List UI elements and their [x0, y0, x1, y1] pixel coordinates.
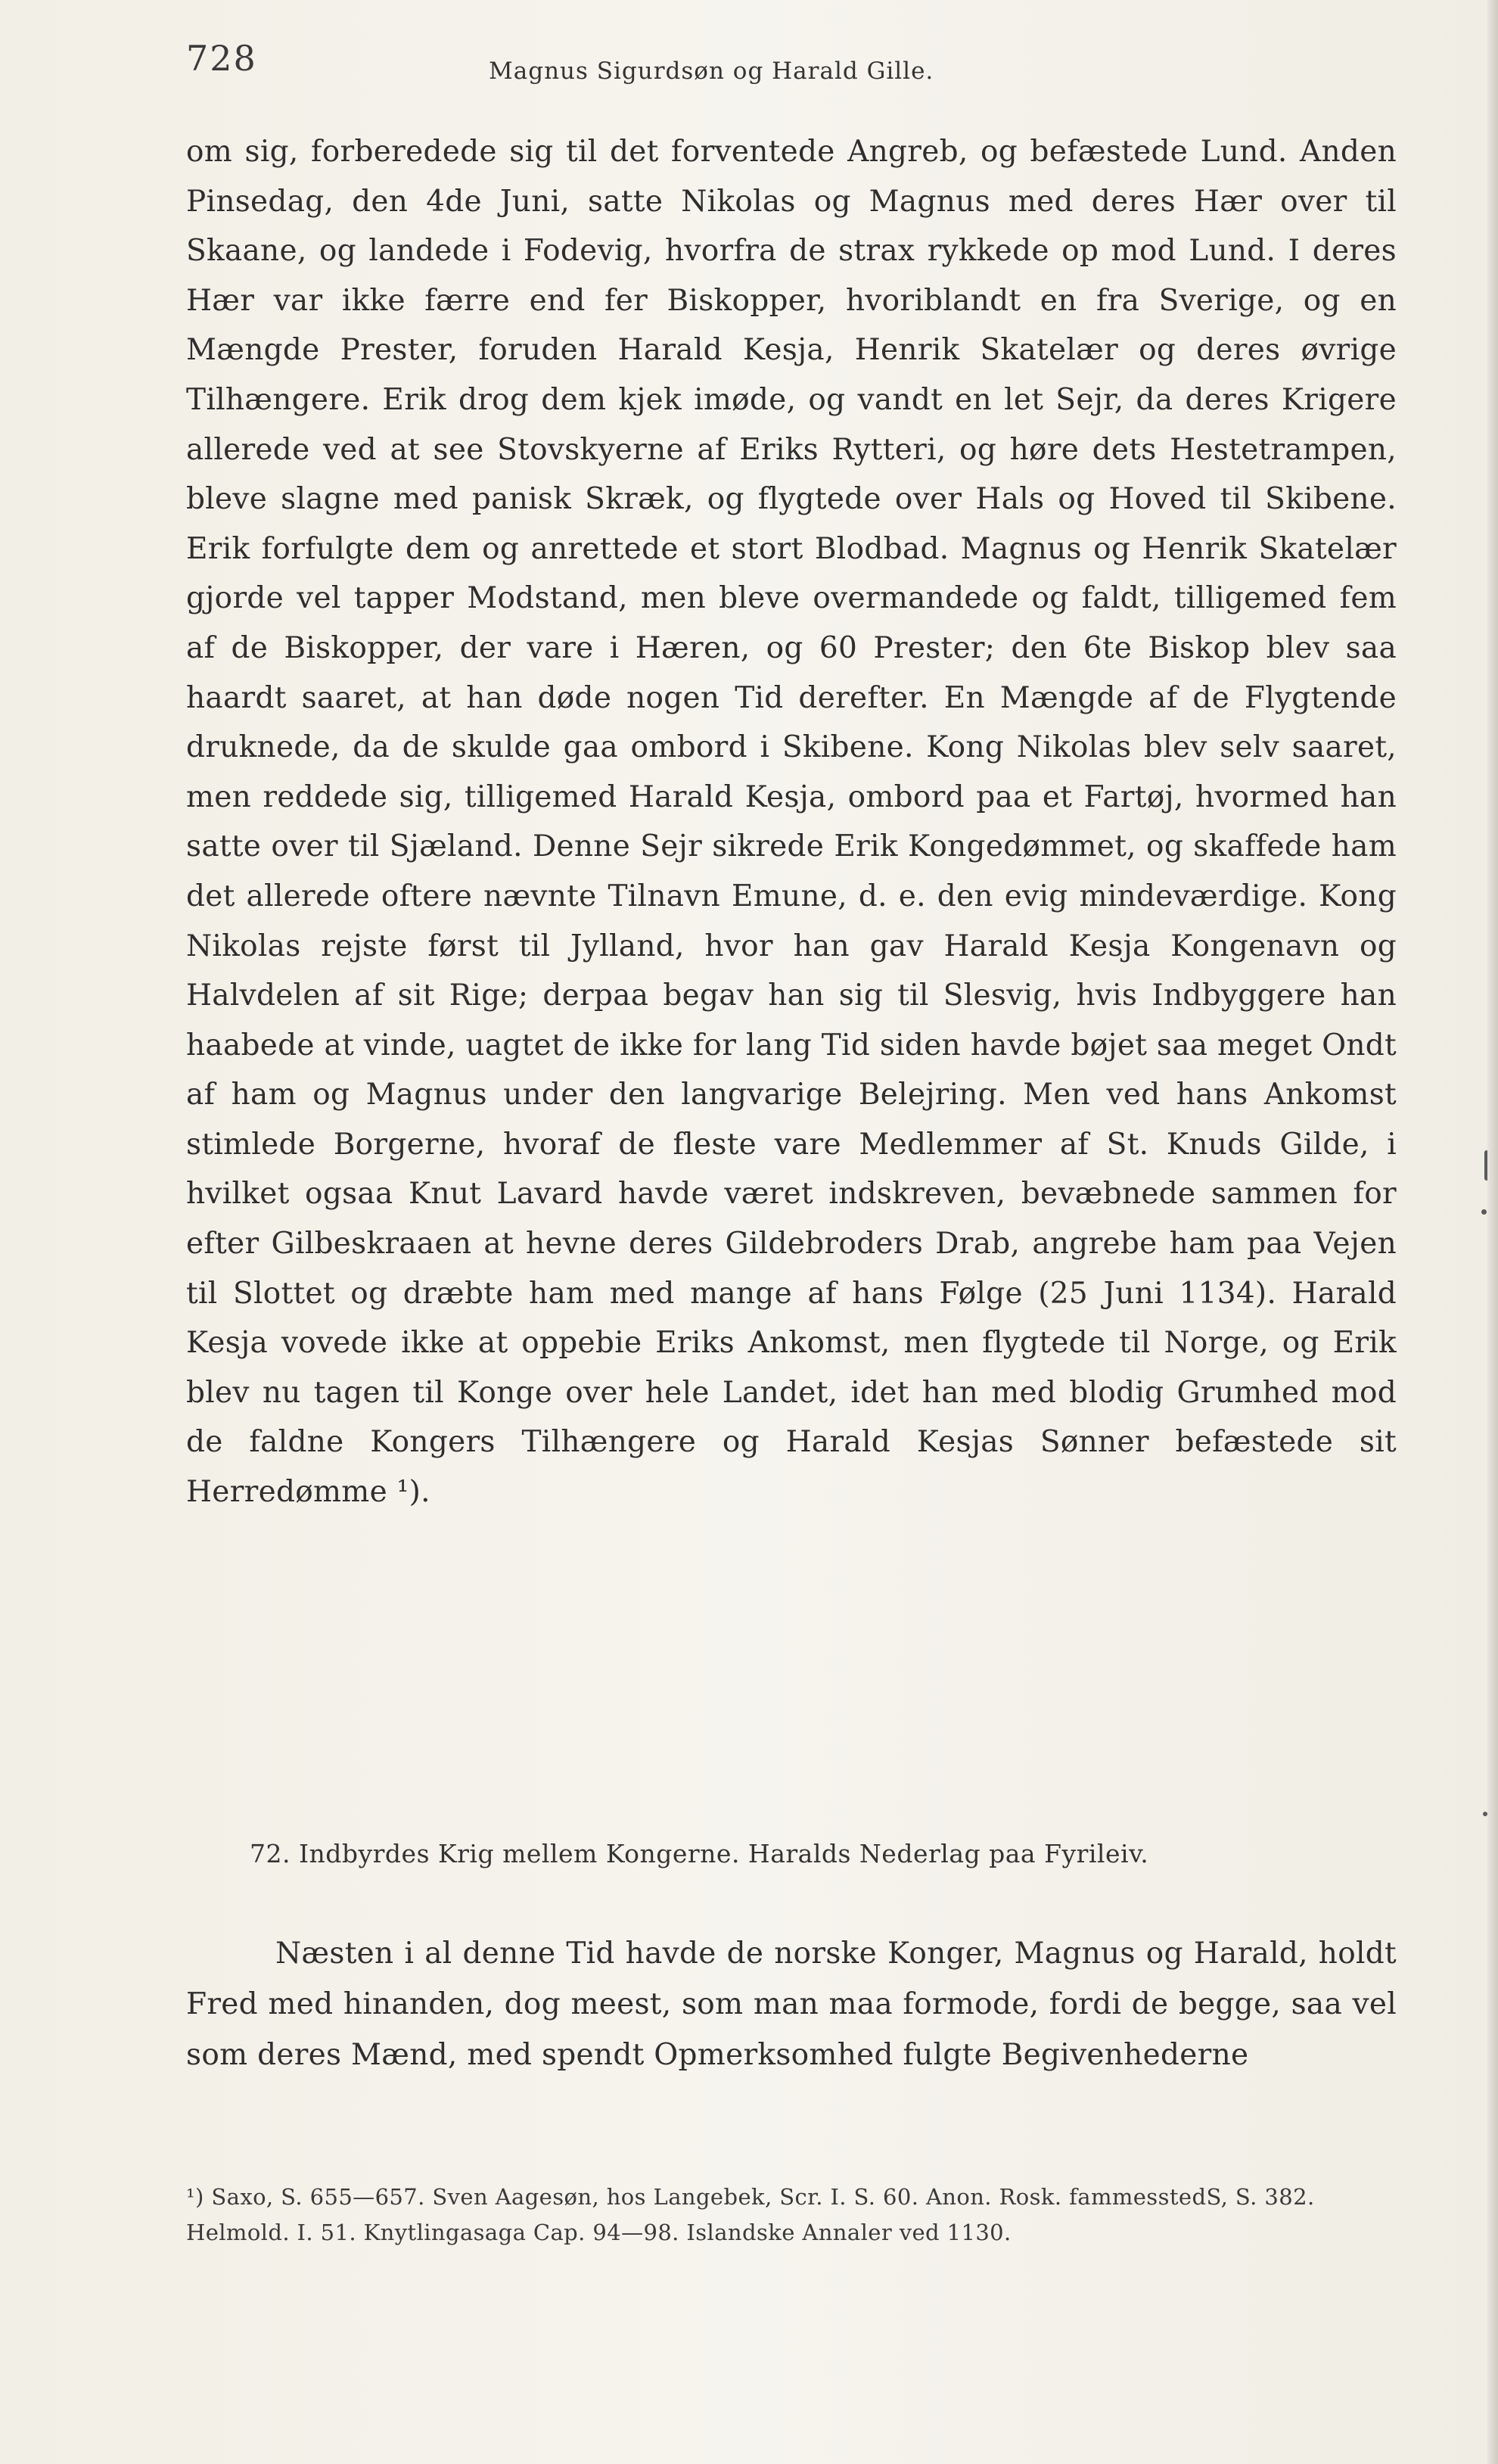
page-header — [186, 32, 1397, 100]
page-edge — [1487, 0, 1498, 2464]
footnote: ¹) Saxo, S. 655—657. Sven Aagesøn, hos Langebek, Scr. I. S. 60. Anon. Rosk. fammesstedS, S. 382. Helmold. I. 51. Knytlingasaga Cap. 94—98. Islandske Annaler ved 1130. — [186, 2184, 1315, 2245]
main-paragraph — [186, 127, 1397, 1517]
speck — [1481, 1209, 1487, 1215]
running-head: Magnus Sigurdsøn og Harald Gille. — [489, 58, 934, 85]
section-paragraph: Næsten i al denne Tid havde de norske Konger, Magnus og Harald, holdt Fred med hinanden, dog meest, som man maa formode, fordi de begge, saa vel som deres Mænd, med spendt Opmerksomhed fulgte Begivenhederne — [186, 1937, 1397, 2072]
page-number: 728 — [186, 38, 257, 79]
paragraph-text: om sig, forberedede sig til det forventede Angreb, og befæstede Lund. Anden Pinsedag, den 4de Juni, satte Nikolas og Magnus med deres Hær over til Skaane, og landede i Fodevig, hvorfra de strax rykkede op mod Lund. I deres Hær var ikke færre end fer Biskopper, hvoriblandt en fra Sverige, og en Mængde Prester, foruden Harald Kesja, Henrik Skatelær og deres øvrige Tilhængere. Erik drog dem kjek imøde, og vandt en let Sejr, da deres Krigere allerede ved at see Stovskyerne af Eriks Rytteri, og høre dets Hestetrampen, bleve slagne med panisk Skræk, og flygtede over Hals og Hoved til Skibene. Erik forfulgte dem og anrettede et stort Blodbad. Magnus og Henrik Skatelær gjorde vel tapper Modstand, men bleve overmandede og faldt, tilligemed fem af de Biskopper, der vare i Hæren, og 60 Prester; den 6te Biskop blev saa haardt saaret, at han døde nogen Tid derefter. En Mængde af de Flygtende druknede, da de skulde gaa ombord i Skibene. Kong Nikolas blev selv saaret, men reddede sig, tilligemed Harald Kesja, ombord paa et Fartøj, hvormed han satte over til Sjæland. Denne Sejr sikrede Erik Kongedømmet, og skaffede ham det allerede oftere nævnte Tilnavn Emune, d. e. den evig mindeværdige. Kong Nikolas rejste først til Jylland, hvor han gav Harald Kesja Kongenavn og Halvdelen af sit Rige; derpaa begav han sig til Slesvig, hvis Indbyggere han haabede at vinde, uagtet de ikke for lang Tid siden havde bøjet saa meget Ondt af ham og Magnus under den langvarige Belejring. Men ved hans Ankomst stimlede Borgerne, hvoraf de fleste vare Medlemmer af St. Knuds Gilde, i hvilket ogsaa Knut Lavard havde været indskreven, bevæbnede sammen for efter Gilbeskraaen at hevne deres Gildebroders Drab, angrebe ham paa Vejen til Slottet og dræbte ham med mange af hans Følge (25 Juni 1134). Harald Kesja vovede ikke at oppebie Eriks Ankomst, men flygtede til Norge, og Erik blev nu tagen til Konge over hele Landet, idet han med blodig Grumhed mod de faldne Kongers Tilhængere og Harald Kesjas Sønner befæstede sit Herredømme ¹). — [186, 135, 1397, 1510]
section-heading: 72. Indbyrdes Krig mellem Kongerne. Haralds Nederlag paa Fyrileiv. — [250, 1839, 1149, 1868]
